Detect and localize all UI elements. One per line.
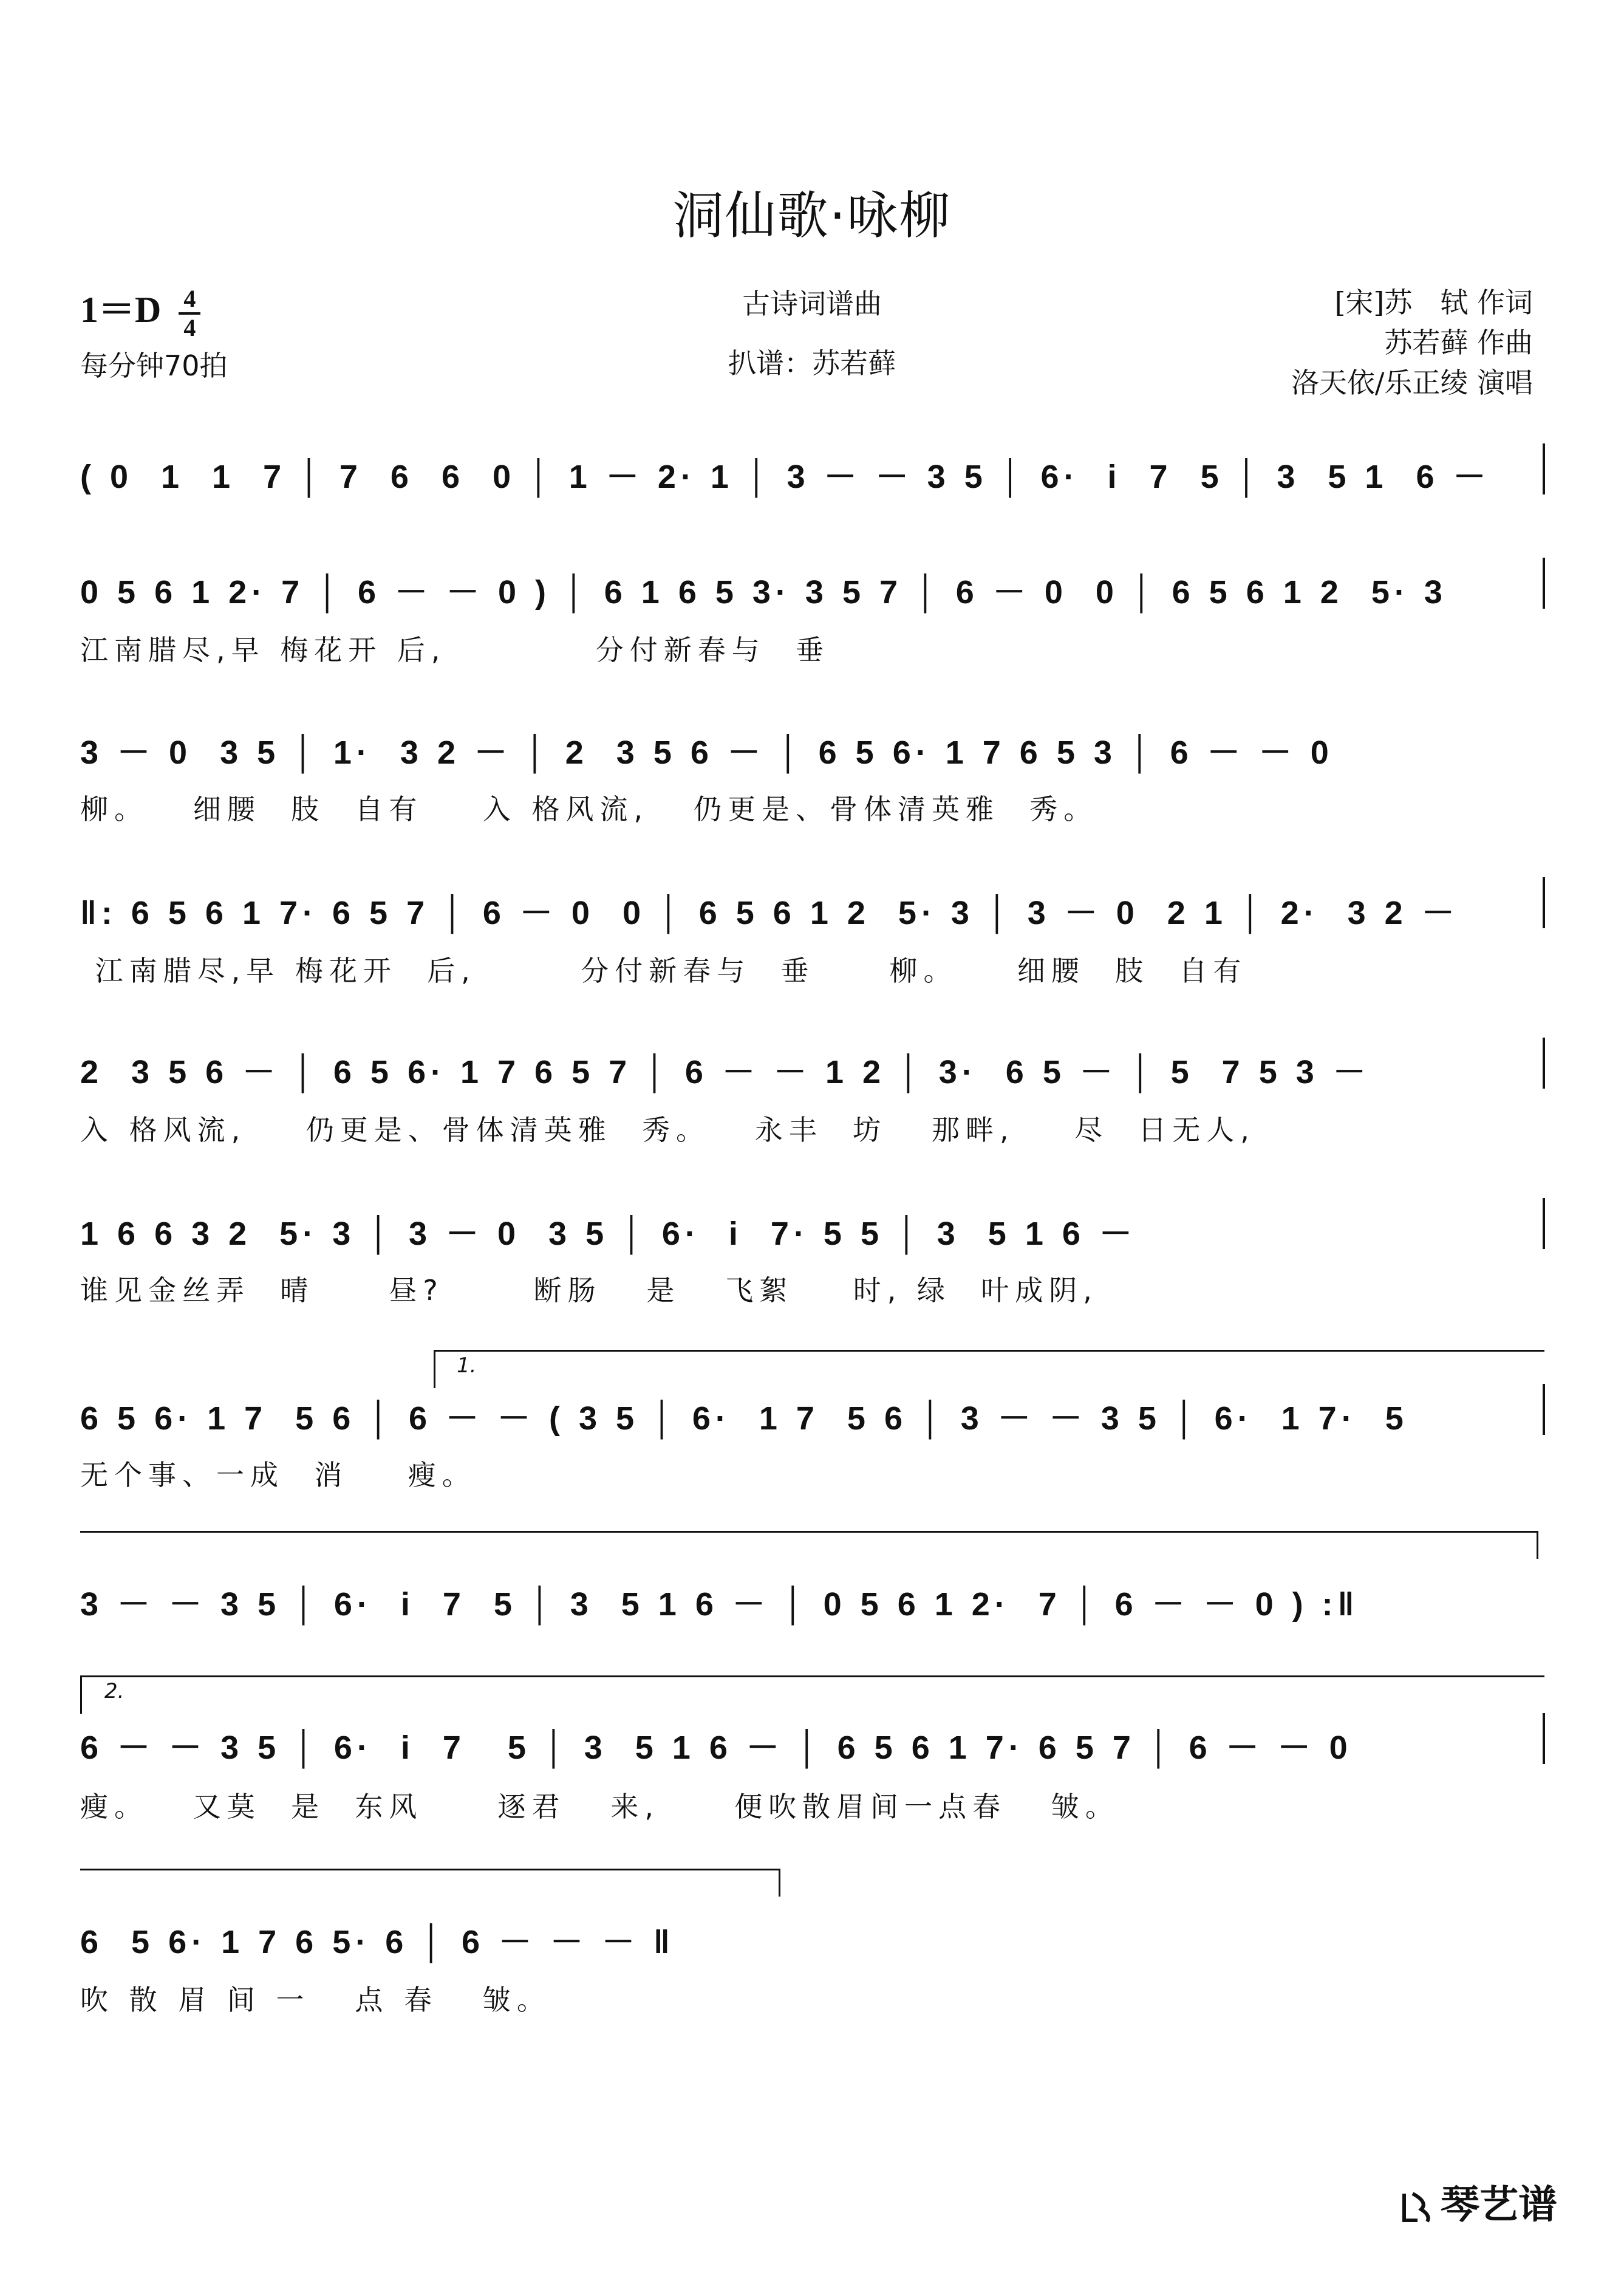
score-row-2-lyrics: 江南腊尽,早 梅花开 后, 分付新春与 垂 <box>80 634 830 666</box>
score-row-7-notes: 6 5 6· 1 7 5 6 │ 6 － － ( 3 5 │ 6· 1 7 5 6 │ 3 － － 3 5 │ 6· 1 7· 5 <box>80 1400 1408 1437</box>
credit-composer: 苏若藓 作曲 <box>1384 326 1533 359</box>
ending-2-bracket-end <box>779 1869 780 1897</box>
score-row-2-notes: 0 5 6 1 2· 7 │ 6 － － 0 ) │ 6 1 6 5 3· 3 5 7 │ 6 － 0 0 │ 6 5 6 1 2 5· 3 <box>80 574 1447 611</box>
ending-1-bracket-end <box>1537 1531 1538 1559</box>
score-row-6-lyrics: 谁见金丝弄 晴 昼? 断肠 是 飞絮 时, 绿 叶成阴, <box>80 1274 1098 1307</box>
barline <box>1543 877 1545 928</box>
time-signature-bottom: 4 <box>183 314 196 342</box>
barline <box>1543 1713 1545 1764</box>
ending-2-label: 2. <box>104 1679 125 1703</box>
ending-2-bracket-continuation <box>80 1869 779 1870</box>
score-row-10-lyrics: 吹 散 眉 间 一 点 春 皱。 <box>80 1983 551 2016</box>
score-row-9-notes: 6 － － 3 5 │ 6· i 7 5 │ 3 5 1 6 － │ 6 5 6 1 7· 6 5 7 │ 6 － － 0 <box>80 1730 1353 1766</box>
page-title: 洞仙歌·咏柳 <box>672 186 952 245</box>
barline <box>1543 558 1545 609</box>
score-row-5-notes: 2 3 5 6 － │ 6 5 6· 1 7 6 5 7 │ 6 － － 1 2 │ 3· 6 5 － │ 5 7 5 3 － <box>80 1054 1371 1090</box>
qinyipu-logo-icon <box>1399 2189 1436 2225</box>
score-row-3-lyrics: 柳。 细腰 肢 自有 入 格风流, 仍更是、骨体清英雅 秀。 <box>80 793 1098 826</box>
score-row-7-lyrics: 无个事、一成 消 瘦。 <box>80 1459 476 1491</box>
ending-1-label: 1. <box>457 1353 477 1378</box>
barline <box>1543 1198 1545 1249</box>
barline <box>1543 443 1545 494</box>
barline <box>1543 1038 1545 1089</box>
score-row-6-notes: 1 6 6 3 2 5· 3 │ 3 － 0 3 5 │ 6· i 7· 5 5 │ 3 5 1 6 － <box>80 1216 1137 1252</box>
score-row-3-notes: 3 － 0 3 5 │ 1· 3 2 － │ 2 3 5 6 － │ 6 5 6· 1 7 6 5 3 │ 6 － － 0 <box>80 734 1334 771</box>
ending-2-bracket <box>80 1675 1544 1714</box>
tempo: 每分钟70拍 <box>80 349 228 382</box>
transcriber-label: 扒谱：苏若藓 <box>728 347 896 380</box>
watermark <box>1399 2174 1557 2229</box>
score-row-4-notes: ‖: 6 5 6 1 7· 6 5 7 │ 6 － 0 0 │ 6 5 6 1 2 5· 3 │ 3 － 0 2 1 │ 2· 3 2 － <box>80 895 1459 931</box>
score-row-8-notes: 3 － － 3 5 │ 6· i 7 5 │ 3 5 1 6 － │ 0 5 6 1 2· 7 │ 6 － － 0 ) :‖ <box>80 1586 1359 1623</box>
key-label: 1＝D <box>80 290 162 330</box>
credit-singer: 洛天依/乐正绫 演唱 <box>1291 366 1533 399</box>
score-row-1-notes: ( 0 1 1 7 │ 7 6 6 0 │ 1 － 2· 1 │ 3 － － 3 5 │ 6· i 7 5 │ 3 5 1 6 － <box>80 459 1491 495</box>
ending-1-bracket <box>434 1350 1544 1388</box>
score-row-9-lyrics: 瘦。 又莫 是 东风 逐君 来, 便吹散眉间一点春 皱。 <box>80 1790 1119 1823</box>
credit-lyricist: [宋]苏 轼 作词 <box>1334 286 1533 319</box>
source-label: 古诗词谱曲 <box>742 287 882 320</box>
ending-1-bracket-continuation <box>80 1531 1538 1533</box>
time-signature-top: 4 <box>183 285 196 313</box>
score-row-5-lyrics: 入 格风流, 仍更是、骨体清英雅 秀。 永丰 坊 那畔, 尽 日无人, <box>80 1114 1255 1146</box>
score-row-4-lyrics: 江南腊尽,早 梅花开 后, 分付新春与 垂 柳。 细腰 肢 自有 <box>80 954 1247 987</box>
score-row-10-notes: 6 5 6· 1 7 6 5· 6 │ 6 － － － ‖ <box>80 1924 675 1960</box>
watermark-text: 琴艺谱 <box>1441 2183 1557 2228</box>
barline <box>1543 1384 1545 1435</box>
